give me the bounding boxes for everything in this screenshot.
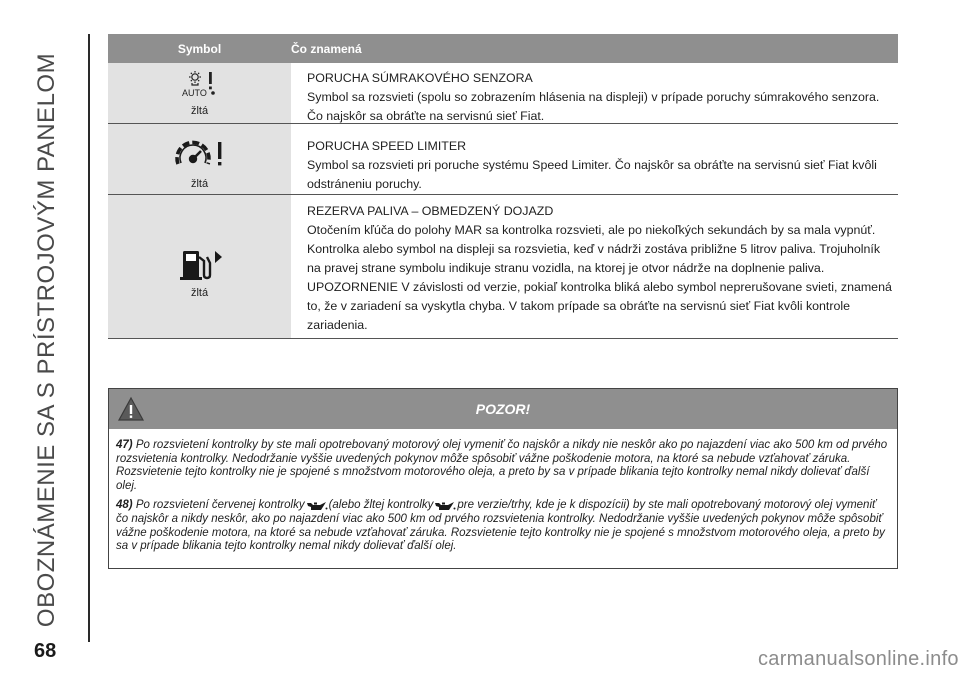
warning-header — [109, 389, 897, 429]
description-caution: UPOZORNENIE V závislosti od verzie, pokiaľ kontrolka bliká alebo symbol neprerušovane svieti, znamená to, že v zariadení sa vyskytla chyba. V takom prípade sa obráťte na servisnú sieť Fiat kvôli kontrole zariadenia. — [307, 280, 892, 332]
symbol-color-label: žltá — [190, 105, 209, 117]
description-cell — [291, 124, 898, 194]
note-text: pre verzie/trhy, kde je k dispozícii) by ste mali opotrebovaný motorový olej vymeniť čo najskôr a nikdy neskôr, ako po najazdení viac ako 500 km od prvého rozsvietenia kontrolky. Nedodržanie vyššie uvedených pokynov môže spôsobiť vážne poškodenie motora, na ktoré sa nebude vzťahovať záruka. Rozsvietenie tejto kontrolky nie je spojené s množstvom motorového oleja, a preto by sa v prípade blikania tejto kontrolky nemal nikdy dolievať ďalší olej. — [116, 499, 885, 553]
symbol-color-label: žltá — [190, 286, 209, 299]
table-header-row — [108, 34, 898, 63]
twilight-sensor-auto-warning-icon — [180, 69, 220, 103]
fuel-pump-icon — [177, 245, 223, 285]
header-meaning: Čo znamená — [291, 41, 362, 56]
symbol-cell — [108, 195, 291, 338]
symbol-cell — [108, 63, 291, 123]
note-text: (alebo žltej kontrolky — [328, 499, 434, 512]
description-text: Symbol sa rozsvieti (spolu so zobrazením hlásenia na displeji) v prípade poruchy súmrakového senzora. Čo najskôr sa obráťte na servisnú sieť Fiat. — [307, 90, 880, 123]
symbol-cell — [108, 124, 291, 194]
header-symbol: Symbol — [177, 41, 222, 56]
warning-title: POZOR! — [475, 401, 531, 417]
table-row — [108, 63, 898, 124]
warning-body — [109, 429, 897, 554]
chapter-side-title: OBOZNÁMENIE SA S PRÍSTROJOVÝM PANELOM — [33, 52, 60, 628]
note-text: Po rozsvietení červenej kontrolky — [135, 499, 305, 512]
speed-limiter-warning-icon — [172, 134, 228, 176]
oil-can-icon — [306, 500, 328, 511]
note-number: 47) — [116, 439, 133, 451]
warning-note — [116, 499, 888, 553]
auto-label: AUTO — [181, 88, 207, 98]
symbol-color-label: žltá — [190, 178, 209, 190]
chapter-divider-line — [88, 34, 90, 642]
note-text: Po rozsvietení kontrolky by ste mali opotrebovaný motorový olej vymeniť čo najskôr a nikdy nie neskôr ako po najazdení viac ako 500 km od prvého rozsvietenia kontrolky. Nedodržanie vyššie uvedených pokynov môže spôsobiť vážne poškodenie motora, na ktoré sa nebude vzťahovať záruka. Rozsvietenie tejto kontrolky nie je spojené s množstvom motorového oleja, a preto by sa v prípade blikania tejto kontrolky nemal nikdy dolievať ďalší olej. — [116, 439, 888, 492]
description-cell — [291, 63, 898, 123]
description-text: Symbol sa rozsvieti pri poruche systému Speed Limiter. Čo najskôr sa obráťte na servisnú sieť Fiat kvôli odstráneniu poruchy. — [307, 158, 877, 191]
description-title: PORUCHA SPEED LIMITER — [307, 139, 467, 153]
page-number: 68 — [34, 640, 57, 662]
note-number: 48) — [116, 499, 133, 512]
description-title: PORUCHA SÚMRAKOVÉHO SENZORA — [307, 71, 533, 85]
warning-note — [116, 439, 888, 493]
watermark: carmanualsonline.info — [758, 648, 959, 670]
description-text: Otočením kľúča do polohy MAR sa kontrolka rozsvieti, ale po niekoľkých sekundách by sa mala vypnúť. Kontrolka alebo symbol na displeji sa rozsvietia, keď v nádrži zostáva približne 5 litrov paliva. Trojuholník na pravej strane symbolu indikuje stranu vozidla, na ktorej je otvor nádrže na doplnenie paliva. — [307, 223, 881, 275]
oil-can-icon — [434, 500, 456, 511]
description-cell — [291, 195, 898, 338]
table-row — [108, 124, 898, 195]
description-title: REZERVA PALIVA – OBMEDZENÝ DOJAZD — [307, 204, 554, 218]
table-row — [108, 195, 898, 339]
warning-box — [108, 388, 898, 569]
symbol-table — [108, 34, 898, 339]
